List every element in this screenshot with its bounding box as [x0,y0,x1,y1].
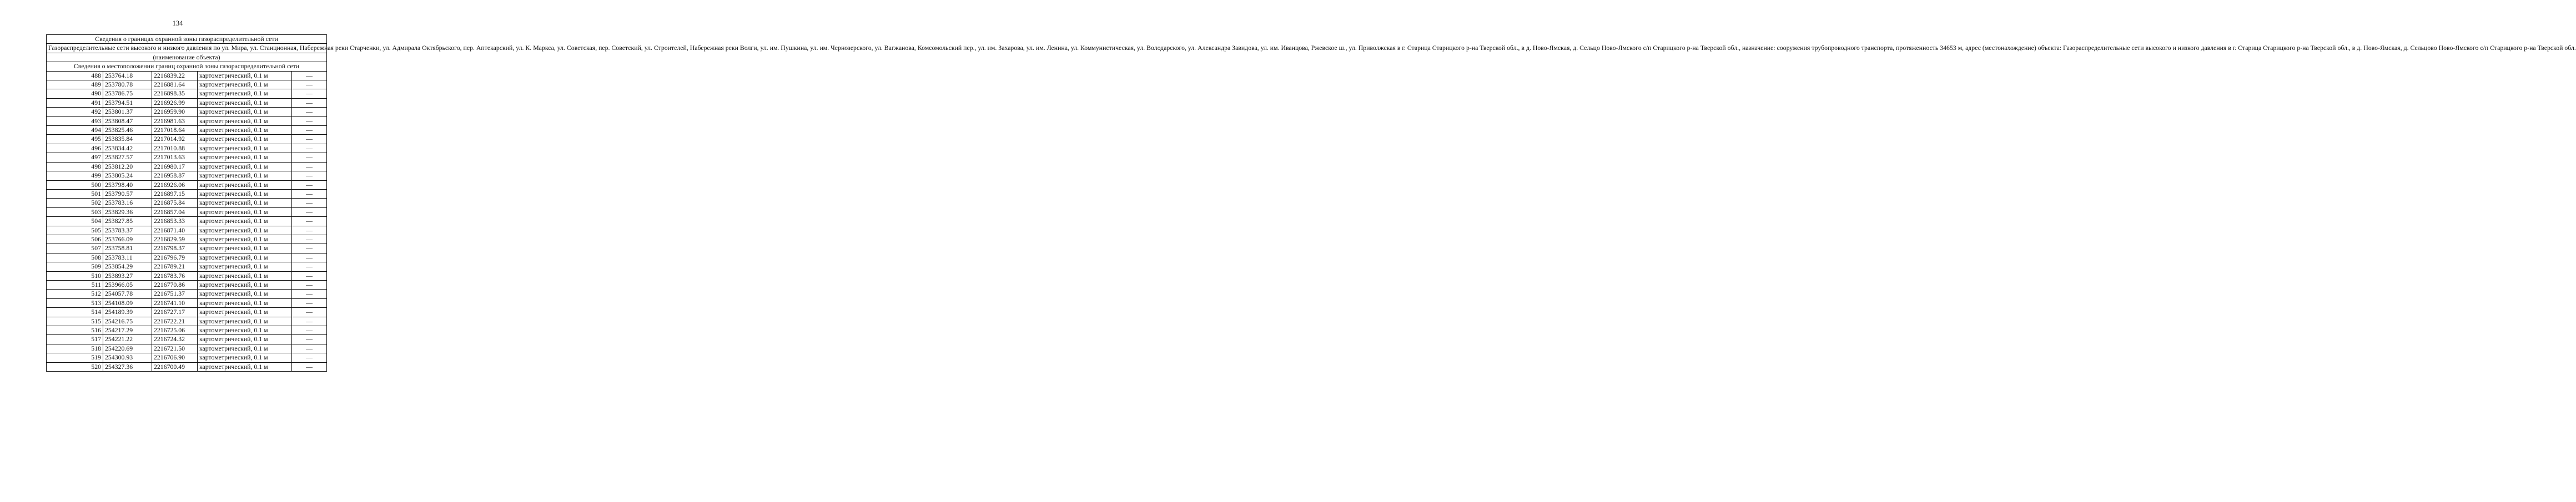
description-cell: — [292,199,327,207]
boundary-table [46,34,2576,372]
coordinate-y: 2216981.63 [152,116,198,125]
point-number: 497 [47,153,103,162]
coordinate-y: 2216875.84 [152,199,198,207]
description-cell: — [292,317,327,326]
description-cell: — [292,189,327,198]
point-number: 491 [47,98,103,107]
coordinate-y: 2217010.88 [152,144,198,153]
coordinate-y: 2216980.17 [152,162,198,171]
coordinate-x: 253758.81 [103,244,152,253]
coordinate-y: 2217013.63 [152,153,198,162]
caption-row [47,53,327,62]
description-cell: — [292,153,327,162]
coordinate-x: 253827.57 [103,153,152,162]
coordinate-y: 2216958.87 [152,171,198,180]
coordinate-x: 254189.39 [103,308,152,317]
table-row [47,271,327,280]
table-row [47,89,327,98]
description-cell: — [292,126,327,135]
point-number: 489 [47,80,103,89]
coordinate-x: 254057.78 [103,290,152,298]
coordinate-x: 254217.29 [103,326,152,335]
coordinate-y: 2216751.37 [152,290,198,298]
description-cell: — [292,353,327,362]
method-accuracy: картометрический, 0.1 м [198,235,292,244]
point-number: 505 [47,226,103,235]
method-accuracy: картометрический, 0.1 м [198,89,292,98]
description-cell: — [292,271,327,280]
coordinate-y: 2216881.64 [152,80,198,89]
table-row [47,71,327,80]
method-accuracy: картометрический, 0.1 м [198,162,292,171]
table-row [47,344,327,353]
table-row [47,162,327,171]
coordinate-x: 253893.27 [103,271,152,280]
coordinate-y: 2216725.06 [152,326,198,335]
table-row [47,262,327,271]
method-accuracy: картометрический, 0.1 м [198,135,292,144]
table-row [47,280,327,289]
point-number: 512 [47,290,103,298]
description-cell: — [292,253,327,262]
method-accuracy: картометрический, 0.1 м [198,71,292,80]
point-number: 506 [47,235,103,244]
point-number: 507 [47,244,103,253]
table-row [47,153,327,162]
coordinate-y: 2216783.76 [152,271,198,280]
method-accuracy: картометрический, 0.1 м [198,335,292,344]
location-title: Сведения о местоположении границ охранной зоны газораспределительной сети [47,62,327,71]
coordinate-x: 253966.05 [103,280,152,289]
description-cell: — [292,180,327,189]
method-accuracy: картометрический, 0.1 м [198,280,292,289]
table-row [47,253,327,262]
table-row [47,290,327,298]
table-row [47,116,327,125]
description-row [47,44,327,53]
coordinate-x: 253808.47 [103,116,152,125]
coordinate-x: 253783.16 [103,199,152,207]
table-row [47,207,327,216]
coordinate-x: 254300.93 [103,353,152,362]
coordinate-y: 2216926.99 [152,98,198,107]
coordinate-y: 2216853.33 [152,217,198,226]
description-cell: — [292,226,327,235]
coordinate-x: 253783.37 [103,226,152,235]
description-cell: — [292,262,327,271]
description-cell: — [292,290,327,298]
point-number: 515 [47,317,103,326]
coordinate-x: 253780.78 [103,80,152,89]
point-number: 492 [47,108,103,116]
method-accuracy: картометрический, 0.1 м [198,326,292,335]
object-caption: (наименование объекта) [47,53,327,62]
table-row [47,126,327,135]
coordinate-y: 2216898.35 [152,89,198,98]
description-cell: — [292,298,327,307]
method-accuracy: картометрический, 0.1 м [198,298,292,307]
table-row [47,98,327,107]
description-cell: — [292,116,327,125]
method-accuracy: картометрический, 0.1 м [198,126,292,135]
coordinate-x: 253827.85 [103,217,152,226]
description-cell: — [292,98,327,107]
method-accuracy: картометрический, 0.1 м [198,144,292,153]
coordinate-x: 253854.29 [103,262,152,271]
description-cell: — [292,144,327,153]
point-number: 508 [47,253,103,262]
description-cell: — [292,80,327,89]
coordinate-y: 2216741.10 [152,298,198,307]
coordinate-y: 2216700.49 [152,362,198,371]
table-row [47,217,327,226]
table-row [47,353,327,362]
method-accuracy: картометрический, 0.1 м [198,171,292,180]
description-cell: — [292,326,327,335]
table-row [47,362,327,371]
coordinate-x: 253812.20 [103,162,152,171]
method-accuracy: картометрический, 0.1 м [198,244,292,253]
coordinate-x: 254108.09 [103,298,152,307]
coordinate-x: 254327.36 [103,362,152,371]
description-cell: — [292,207,327,216]
point-number: 495 [47,135,103,144]
point-number: 519 [47,353,103,362]
method-accuracy: картометрический, 0.1 м [198,262,292,271]
coordinate-y: 2216871.40 [152,226,198,235]
object-description: Газораспределительные сети высокого и низкого давления по ул. Мира, ул. Станционная, Набережная реки Старченки, ул. Адмирала Октябрьского, пер. Аптекарский, ул. К. Маркса, ул. Советская, пер. Советский, ул. Строителей, Набережная реки Волги, ул. им. Пушкина, ул. им. Чернозерского, ул. Вагжанова, Комсомольский пер., ул. им. Захарова, ул. им. Ленина, ул. Коммунистическая, ул. Володарского, ул. Александра Завидова, ул. им. Иванцова, Ржевское ш., ул. Приволжская в г. Старица Старицкого р-на Тверской обл., в д. Ново-Ямская, д. Сельцо Ново-Ямского с/п Старицкого р-на Тверской обл., назначение: сооружения трубопроводного транспорта, протяженность 34653 м, адрес (местонахождение) объекта: Газораспределительные сети высокого и низкого давления в г. Старица Старицкого р-на Тверской обл., в д. Ново-Ямская, д. Сельцово Ново-Ямского с/п Старицкого р-на Тверской обл. [47,44,327,53]
header-title: Сведения о границах охранной зоны газораспределительной сети [47,35,327,44]
method-accuracy: картометрический, 0.1 м [198,189,292,198]
description-cell: — [292,344,327,353]
coordinate-y: 2216796.79 [152,253,198,262]
coordinate-x: 253790.57 [103,189,152,198]
coordinate-x: 253835.84 [103,135,152,144]
method-accuracy: картометрический, 0.1 м [198,362,292,371]
method-accuracy: картометрический, 0.1 м [198,317,292,326]
method-accuracy: картометрический, 0.1 м [198,98,292,107]
point-number: 509 [47,262,103,271]
table-row [47,80,327,89]
description-cell: — [292,71,327,80]
coordinate-y: 2216829.59 [152,235,198,244]
description-cell: — [292,171,327,180]
coordinate-y: 2217018.64 [152,126,198,135]
method-accuracy: картометрический, 0.1 м [198,217,292,226]
table-row [47,144,327,153]
description-cell: — [292,108,327,116]
coordinate-x: 253825.46 [103,126,152,135]
description-cell: — [292,89,327,98]
point-number: 496 [47,144,103,153]
table-row [47,335,327,344]
method-accuracy: картометрический, 0.1 м [198,253,292,262]
location-title-row [47,62,327,71]
description-cell: — [292,280,327,289]
coordinate-y: 2216706.90 [152,353,198,362]
table-row [47,235,327,244]
description-cell: — [292,235,327,244]
point-number: 514 [47,308,103,317]
table-row [47,226,327,235]
coordinate-y: 2216926.06 [152,180,198,189]
point-number: 513 [47,298,103,307]
coordinate-y: 2216727.17 [152,308,198,317]
coordinate-x: 253794.51 [103,98,152,107]
coordinate-x: 254221.22 [103,335,152,344]
table-row [47,180,327,189]
coordinate-x: 253829.36 [103,207,152,216]
method-accuracy: картометрический, 0.1 м [198,180,292,189]
method-accuracy: картометрический, 0.1 м [198,308,292,317]
coordinate-x: 253786.75 [103,89,152,98]
description-cell: — [292,362,327,371]
point-number: 516 [47,326,103,335]
table-row [47,326,327,335]
method-accuracy: картометрический, 0.1 м [198,153,292,162]
table-row [47,244,327,253]
method-accuracy: картометрический, 0.1 м [198,271,292,280]
point-number: 518 [47,344,103,353]
table-row [47,308,327,317]
method-accuracy: картометрический, 0.1 м [198,199,292,207]
coordinate-y: 2216798.37 [152,244,198,253]
page-number: 134 [172,19,183,27]
point-number: 510 [47,271,103,280]
coordinate-y: 2217014.92 [152,135,198,144]
point-number: 500 [47,180,103,189]
method-accuracy: картометрический, 0.1 м [198,226,292,235]
coordinate-x: 253798.40 [103,180,152,189]
table-row [47,199,327,207]
coordinate-y: 2216721.50 [152,344,198,353]
description-cell: — [292,308,327,317]
coordinate-y: 2216959.90 [152,108,198,116]
description-cell: — [292,335,327,344]
description-cell: — [292,162,327,171]
point-number: 520 [47,362,103,371]
header-row [47,35,327,44]
point-number: 488 [47,71,103,80]
point-number: 511 [47,280,103,289]
point-number: 504 [47,217,103,226]
point-number: 517 [47,335,103,344]
point-number: 501 [47,189,103,198]
point-number: 499 [47,171,103,180]
method-accuracy: картометрический, 0.1 м [198,353,292,362]
coordinate-x: 253764.18 [103,71,152,80]
coordinate-y: 2216897.15 [152,189,198,198]
coordinate-x: 253783.11 [103,253,152,262]
table-row [47,189,327,198]
coordinate-y: 2216839.22 [152,71,198,80]
point-number: 490 [47,89,103,98]
method-accuracy: картометрический, 0.1 м [198,108,292,116]
coordinate-y: 2216857.04 [152,207,198,216]
description-cell: — [292,135,327,144]
point-number: 494 [47,126,103,135]
table-row [47,108,327,116]
method-accuracy: картометрический, 0.1 м [198,80,292,89]
coordinate-x: 253834.42 [103,144,152,153]
table-row [47,298,327,307]
coordinate-y: 2216770.86 [152,280,198,289]
coordinate-x: 253766.09 [103,235,152,244]
point-number: 503 [47,207,103,216]
description-cell: — [292,217,327,226]
table-row [47,135,327,144]
coordinate-x: 253805.24 [103,171,152,180]
method-accuracy: картометрический, 0.1 м [198,290,292,298]
coordinate-x: 254216.75 [103,317,152,326]
coordinate-y: 2216724.32 [152,335,198,344]
coordinate-x: 254220.69 [103,344,152,353]
table-row [47,317,327,326]
point-number: 502 [47,199,103,207]
coordinate-y: 2216722.21 [152,317,198,326]
description-cell: — [292,244,327,253]
method-accuracy: картометрический, 0.1 м [198,207,292,216]
point-number: 493 [47,116,103,125]
table-row [47,171,327,180]
method-accuracy: картометрический, 0.1 м [198,344,292,353]
coordinate-y: 2216789.21 [152,262,198,271]
point-number: 498 [47,162,103,171]
coordinate-x: 253801.37 [103,108,152,116]
method-accuracy: картометрический, 0.1 м [198,116,292,125]
